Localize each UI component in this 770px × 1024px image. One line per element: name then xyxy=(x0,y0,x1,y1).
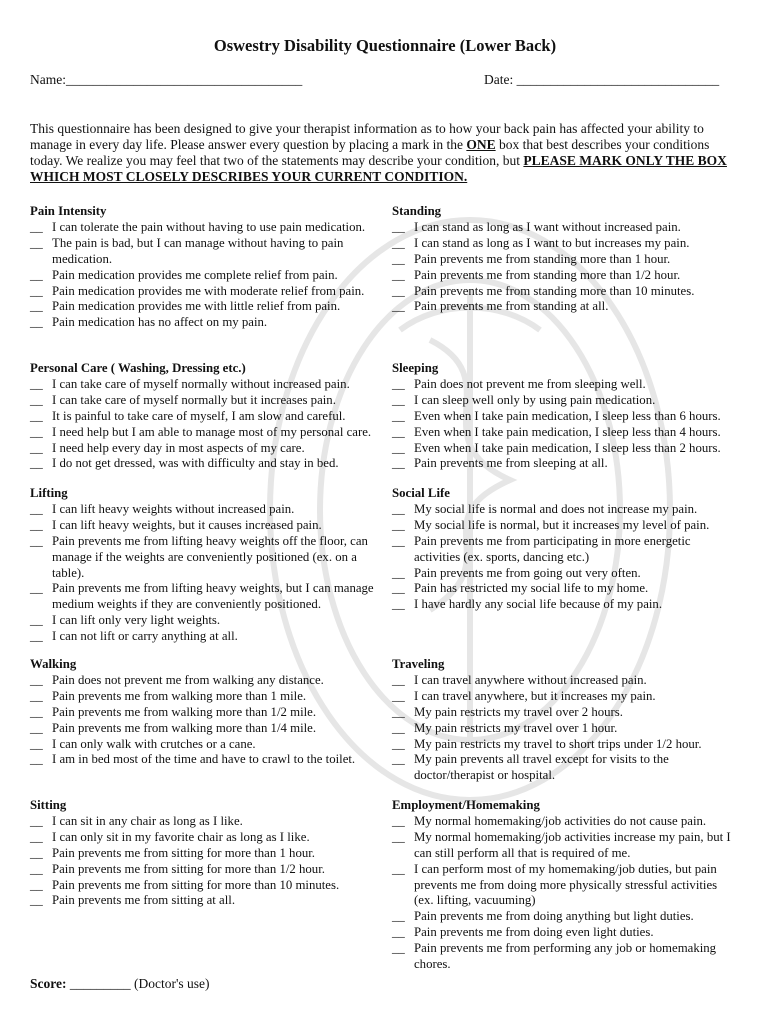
answer-blank[interactable]: __ xyxy=(30,267,43,282)
answer-blank[interactable]: __ xyxy=(392,736,405,751)
answer-option[interactable] xyxy=(392,705,738,721)
answer-blank[interactable]: __ xyxy=(30,501,43,516)
answer-blank[interactable]: __ xyxy=(392,752,405,767)
score-label: Score: xyxy=(30,976,67,991)
answer-text: Pain prevents me from going out very often. xyxy=(414,565,641,580)
answer-text: I can only walk with crutches or a cane. xyxy=(52,736,256,751)
answer-option[interactable] xyxy=(30,268,386,284)
answer-text: I need help every day in most aspects of my care. xyxy=(52,440,305,455)
score-field[interactable]: _________ xyxy=(69,976,131,991)
answer-text: Pain prevents me from walking more than 1/4 mile. xyxy=(52,720,317,735)
answer-text: I can lift only very light weights. xyxy=(52,613,221,628)
answer-blank[interactable]: __ xyxy=(30,829,43,844)
intro-emphasis: PLEASE MARK ONLY THE BOX WHICH MOST CLOSELY DESCRIBES YOUR CURRENT CONDITION. xyxy=(30,153,727,184)
answer-option[interactable] xyxy=(30,737,386,753)
answer-blank[interactable]: __ xyxy=(30,533,43,548)
answer-blank[interactable]: __ xyxy=(392,688,405,703)
answer-text: Pain prevents me from sitting for more than 1 hour. xyxy=(52,845,315,860)
answer-text: Pain prevents me from walking more than 1/2 mile. xyxy=(52,704,317,719)
answer-text: I can stand as long as I want to but increases my pain. xyxy=(414,235,690,250)
section-traveling xyxy=(392,657,738,784)
answer-blank[interactable]: __ xyxy=(30,235,43,250)
answer-option[interactable] xyxy=(392,377,738,393)
intro-text-2: box that best describes your conditions today. We realize you may feel that two of the statements may describe your condition, but xyxy=(30,137,710,168)
answer-option[interactable] xyxy=(392,673,738,689)
answer-text: The pain is bad, but I can manage without having to pain medication. xyxy=(52,235,344,266)
answer-blank[interactable]: __ xyxy=(392,408,405,423)
answer-blank[interactable]: __ xyxy=(392,235,405,250)
section-standing xyxy=(392,204,738,315)
answer-blank[interactable]: __ xyxy=(392,251,405,266)
answer-text: Even when I take pain medication, I sleep less than 6 hours. xyxy=(414,408,721,423)
answer-text: Pain prevents me from sitting for more than 10 minutes. xyxy=(52,877,340,892)
section-social-life xyxy=(392,486,738,613)
answer-option[interactable] xyxy=(392,862,738,910)
section-title: Standing xyxy=(392,204,442,218)
answer-blank[interactable]: __ xyxy=(392,456,405,471)
answer-blank[interactable]: __ xyxy=(30,861,43,876)
answer-option[interactable] xyxy=(392,409,738,425)
score-note: (Doctor's use) xyxy=(134,976,210,991)
answer-option[interactable] xyxy=(392,534,738,566)
answer-option[interactable] xyxy=(30,893,386,909)
answer-text: Pain prevents me from doing even light duties. xyxy=(414,925,654,940)
answer-option[interactable] xyxy=(30,629,386,645)
answer-text: It is painful to take care of myself, I am slow and careful. xyxy=(52,408,346,423)
answer-blank[interactable]: __ xyxy=(392,299,405,314)
answer-option[interactable] xyxy=(392,597,738,613)
answer-option[interactable] xyxy=(392,814,738,830)
answer-text: Pain has restricted my social life to my home. xyxy=(414,581,649,596)
score-line xyxy=(30,976,210,992)
answer-option[interactable] xyxy=(392,236,738,252)
answer-text: Pain prevents me from standing at all. xyxy=(414,299,609,314)
answer-text: Pain prevents me from doing anything but light duties. xyxy=(414,909,694,924)
answer-blank[interactable]: __ xyxy=(392,392,405,407)
intro-one: ONE xyxy=(466,137,496,152)
answer-blank[interactable]: __ xyxy=(392,861,405,876)
answer-blank[interactable]: __ xyxy=(30,392,43,407)
answer-blank[interactable]: __ xyxy=(30,581,43,596)
answer-option[interactable] xyxy=(392,268,738,284)
answer-option[interactable] xyxy=(392,830,738,862)
answer-blank[interactable]: __ xyxy=(392,704,405,719)
answer-blank[interactable]: __ xyxy=(392,517,405,532)
section-sleeping xyxy=(392,361,738,472)
answer-blank[interactable]: __ xyxy=(30,219,43,234)
answer-blank[interactable]: __ xyxy=(30,877,43,892)
answer-blank[interactable]: __ xyxy=(392,565,405,580)
answer-option[interactable] xyxy=(392,518,738,534)
section-lifting xyxy=(30,486,386,645)
answer-option[interactable] xyxy=(392,941,738,973)
answer-blank[interactable]: __ xyxy=(30,456,43,471)
answer-blank[interactable]: __ xyxy=(30,424,43,439)
answer-blank[interactable]: __ xyxy=(392,440,405,455)
answer-blank[interactable]: __ xyxy=(30,299,43,314)
answer-option[interactable] xyxy=(30,721,386,737)
answer-text: Pain prevents me from lifting heavy weights off the floor, can manage if the weights are conveniently positioned (ex. on a table). xyxy=(52,533,368,580)
answer-blank[interactable]: __ xyxy=(30,408,43,423)
answer-option[interactable] xyxy=(30,752,386,768)
answer-text: Pain prevents me from standing more than 1/2 hour. xyxy=(414,267,681,282)
answer-text: My pain prevents all travel except for visits to the doctor/therapist or hospital. xyxy=(414,752,669,783)
answer-blank[interactable]: __ xyxy=(30,688,43,703)
answer-option[interactable] xyxy=(30,377,386,393)
answer-option[interactable] xyxy=(392,566,738,582)
section-title: Traveling xyxy=(392,657,445,671)
answer-text: I have hardly any social life because of my pain. xyxy=(414,597,663,612)
answer-blank[interactable]: __ xyxy=(392,909,405,924)
answer-blank[interactable]: __ xyxy=(30,283,43,298)
answer-option[interactable] xyxy=(30,502,386,518)
answer-text: I can not lift or carry anything at all. xyxy=(52,629,238,644)
answer-option[interactable] xyxy=(392,737,738,753)
answer-blank[interactable]: __ xyxy=(392,581,405,596)
section-sitting xyxy=(30,798,386,909)
answer-option[interactable] xyxy=(392,909,738,925)
answer-option[interactable] xyxy=(30,409,386,425)
answer-text: I need help but I am able to manage most of my personal care. xyxy=(52,424,372,439)
answer-option[interactable] xyxy=(392,689,738,705)
answer-text: My social life is normal and does not increase my pain. xyxy=(414,501,698,516)
answer-blank[interactable]: __ xyxy=(30,315,43,330)
answer-option[interactable] xyxy=(30,456,386,472)
answer-blank[interactable]: __ xyxy=(30,517,43,532)
answer-option[interactable] xyxy=(30,236,386,268)
answer-text: Pain medication provides me with moderate relief from pain. xyxy=(52,283,365,298)
answer-blank[interactable]: __ xyxy=(30,672,43,687)
answer-option[interactable] xyxy=(30,284,386,300)
answer-text: Even when I take pain medication, I sleep less than 2 hours. xyxy=(414,440,721,455)
answer-text: Pain prevents me from walking more than 1 mile. xyxy=(52,688,307,703)
answer-option[interactable] xyxy=(30,673,386,689)
answer-blank[interactable]: __ xyxy=(30,813,43,828)
answer-text: I can only sit in my favorite chair as long as I like. xyxy=(52,829,310,844)
answer-text: I can stand as long as I want without increased pain. xyxy=(414,219,681,234)
answer-option[interactable] xyxy=(30,425,386,441)
answer-option[interactable] xyxy=(30,393,386,409)
answer-blank[interactable]: __ xyxy=(392,813,405,828)
answer-text: My social life is normal, but it increases my level of pain. xyxy=(414,517,710,532)
answer-text: Pain does not prevent me from sleeping well. xyxy=(414,376,646,391)
answer-option[interactable] xyxy=(30,689,386,705)
answer-option[interactable] xyxy=(30,299,386,315)
section-title: Sleeping xyxy=(392,361,439,375)
answer-option[interactable] xyxy=(392,220,738,236)
answer-text: I can sleep well only by using pain medication. xyxy=(414,392,656,407)
section-title: Lifting xyxy=(30,486,68,500)
answer-option[interactable] xyxy=(30,441,386,457)
answer-blank[interactable]: __ xyxy=(392,533,405,548)
section-title: Personal Care ( Washing, Dressing etc.) xyxy=(30,361,246,375)
answer-text: I can sit in any chair as long as I like. xyxy=(52,813,243,828)
answer-blank[interactable]: __ xyxy=(392,720,405,735)
section-title: Walking xyxy=(30,657,77,671)
answer-text: I am in bed most of the time and have to crawl to the toilet. xyxy=(52,752,356,767)
answer-text: Pain does not prevent me from walking any distance. xyxy=(52,672,324,687)
answer-option[interactable] xyxy=(392,925,738,941)
intro-text: This questionnaire has been designed to give your therapist information as to how your back pain has affected your ability to manage in every day life. Please answer every question by placing a mark in the xyxy=(30,121,704,152)
section-walking xyxy=(30,657,386,768)
answer-blank[interactable]: __ xyxy=(392,267,405,282)
answer-option[interactable] xyxy=(392,456,738,472)
answer-blank[interactable]: __ xyxy=(30,720,43,735)
answer-option[interactable] xyxy=(392,441,738,457)
answer-option[interactable] xyxy=(392,502,738,518)
answer-blank[interactable]: __ xyxy=(392,219,405,234)
answer-text: My pain restricts my travel to short trips under 1/2 hour. xyxy=(414,736,702,751)
answer-text: My normal homemaking/job activities increase my pain, but I can still perform all that is required of me. xyxy=(414,829,731,860)
answer-blank[interactable]: __ xyxy=(30,736,43,751)
answer-blank[interactable]: __ xyxy=(392,672,405,687)
answer-text: Pain medication provides me with little relief from pain. xyxy=(52,299,341,314)
section-pain-intensity xyxy=(30,204,386,331)
section-title: Pain Intensity xyxy=(30,204,107,218)
section-title: Sitting xyxy=(30,798,67,812)
answer-option[interactable] xyxy=(30,814,386,830)
answer-text: My pain restricts my travel over 1 hour. xyxy=(414,720,618,735)
answer-text: Pain prevents me from performing any job or homemaking chores. xyxy=(414,941,717,972)
answer-text: I can perform most of my homemaking/job duties, but pain prevents me from doing more physically stressful activities (ex. lifting, vacuuming) xyxy=(414,861,718,908)
answer-option[interactable] xyxy=(30,581,386,613)
answer-text: Pain prevents me from lifting heavy weights, but I can manage medium weights if they are conveniently positioned. xyxy=(52,581,374,612)
section-title: Employment/Homemaking xyxy=(392,798,540,812)
answer-blank[interactable]: __ xyxy=(30,376,43,391)
answer-option[interactable] xyxy=(30,534,386,582)
section-employment xyxy=(392,798,738,973)
answer-text: I can lift heavy weights without increased pain. xyxy=(52,501,295,516)
answer-text: Pain medication has no affect on my pain. xyxy=(52,315,268,330)
answer-blank[interactable]: __ xyxy=(30,704,43,719)
answer-text: Pain prevents me from standing more than 10 minutes. xyxy=(414,283,695,298)
answer-option[interactable] xyxy=(392,752,738,784)
answer-text: I can travel anywhere without increased pain. xyxy=(414,672,647,687)
answer-blank[interactable]: __ xyxy=(30,440,43,455)
answer-text: I do not get dressed, was with difficulty and stay in bed. xyxy=(52,456,339,471)
answer-text: I can travel anywhere, but it increases my pain. xyxy=(414,688,656,703)
date-field[interactable]: Date: ______________________________ xyxy=(484,72,720,87)
answer-option[interactable] xyxy=(30,862,386,878)
answer-blank[interactable]: __ xyxy=(392,283,405,298)
answer-option[interactable] xyxy=(30,846,386,862)
answer-option[interactable] xyxy=(30,315,386,331)
answer-blank[interactable]: __ xyxy=(30,845,43,860)
answer-option[interactable] xyxy=(392,425,738,441)
answer-blank[interactable]: __ xyxy=(392,376,405,391)
answer-text: Pain prevents me from sitting at all. xyxy=(52,893,236,908)
answer-blank[interactable]: __ xyxy=(30,752,43,767)
answer-option[interactable] xyxy=(392,393,738,409)
form-title: Oswestry Disability Questionnaire (Lower Back) xyxy=(213,36,557,55)
answer-blank[interactable]: __ xyxy=(30,613,43,628)
answer-option[interactable] xyxy=(392,299,738,315)
answer-text: Pain prevents me from sitting for more than 1/2 hour. xyxy=(52,861,325,876)
answer-text: I can lift heavy weights, but it causes increased pain. xyxy=(52,517,322,532)
answer-text: I can tolerate the pain without having to use pain medication. xyxy=(52,219,366,234)
section-personal-care xyxy=(30,361,386,472)
answer-text: Pain medication provides me complete relief from pain. xyxy=(52,267,338,282)
answer-blank[interactable]: __ xyxy=(392,597,405,612)
answer-option[interactable] xyxy=(30,705,386,721)
answer-option[interactable] xyxy=(392,252,738,268)
answer-option[interactable] xyxy=(30,518,386,534)
answer-text: Pain prevents me from sleeping at all. xyxy=(414,456,608,471)
answer-text: My pain restricts my travel over 2 hours. xyxy=(414,704,623,719)
intro-paragraph xyxy=(30,121,740,185)
answer-text: Even when I take pain medication, I sleep less than 4 hours. xyxy=(414,424,721,439)
answer-option[interactable] xyxy=(30,220,386,236)
answer-blank[interactable]: __ xyxy=(392,424,405,439)
section-title: Social Life xyxy=(392,486,450,500)
answer-option[interactable] xyxy=(392,284,738,300)
answer-text: I can take care of myself normally without increased pain. xyxy=(52,376,350,391)
answer-text: My normal homemaking/job activities do not cause pain. xyxy=(414,813,707,828)
answer-text: Pain prevents me from standing more than 1 hour. xyxy=(414,251,671,266)
answer-blank[interactable]: __ xyxy=(392,941,405,956)
answer-option[interactable] xyxy=(30,830,386,846)
answer-blank[interactable]: __ xyxy=(392,925,405,940)
answer-option[interactable] xyxy=(392,581,738,597)
answer-option[interactable] xyxy=(30,613,386,629)
answer-text: I can take care of myself normally but it increases pain. xyxy=(52,392,336,407)
answer-blank[interactable]: __ xyxy=(392,829,405,844)
answer-blank[interactable]: __ xyxy=(392,501,405,516)
answer-text: Pain prevents me from participating in more energetic activities (ex. sports, dancing etc.) xyxy=(414,533,691,564)
answer-option[interactable] xyxy=(392,721,738,737)
answer-option[interactable] xyxy=(30,878,386,894)
answer-blank[interactable]: __ xyxy=(30,893,43,908)
name-field[interactable]: Name:___________________________________ xyxy=(30,72,303,87)
answer-blank[interactable]: __ xyxy=(30,629,43,644)
